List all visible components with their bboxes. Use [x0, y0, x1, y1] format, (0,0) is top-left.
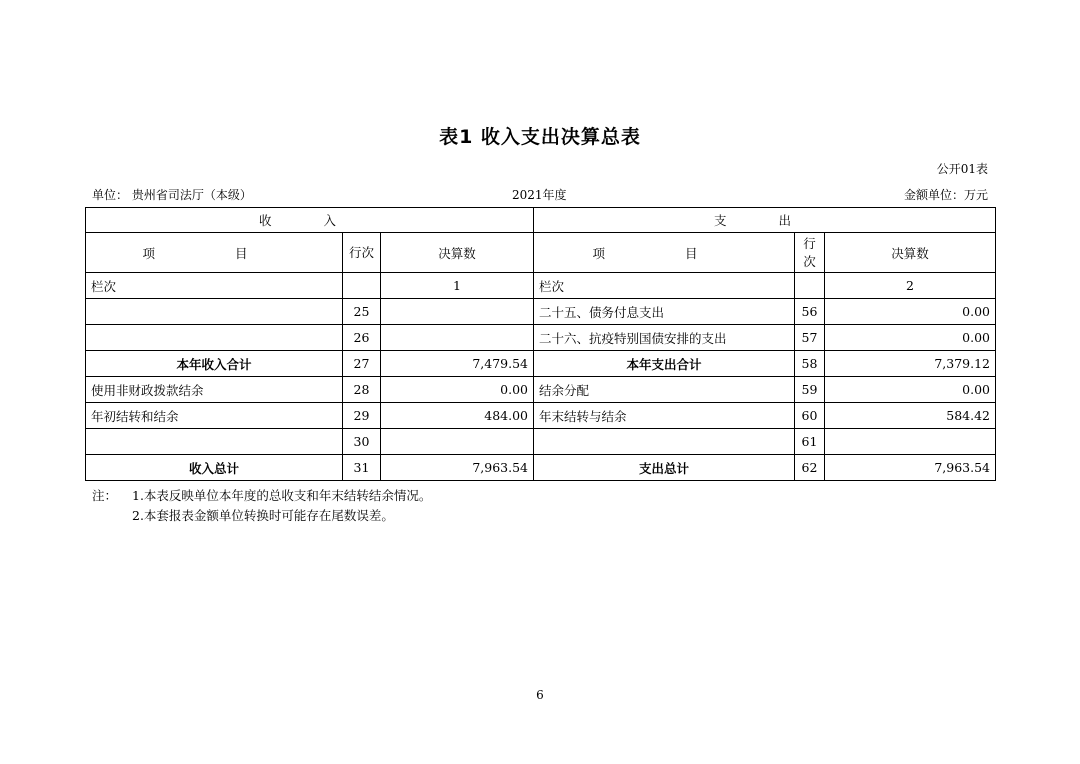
income-row-no: 27 [343, 351, 381, 377]
expense-item: 二十五、债务付息支出 [534, 299, 795, 325]
expense-amount: 0.00 [825, 325, 996, 351]
income-row-no: 26 [343, 325, 381, 351]
expense-section-header: 支 出 [534, 208, 996, 233]
income-item: 年初结转和结余 [86, 403, 343, 429]
table-notes [92, 486, 431, 526]
income-column-blank [343, 273, 381, 299]
expense-row-no-header: 行次 [795, 233, 825, 273]
expense-item: 二十六、抗疫特别国债安排的支出 [534, 325, 795, 351]
expense-row-no: 62 [795, 455, 825, 481]
expense-item [534, 429, 795, 455]
income-item: 使用非财政拨款结余 [86, 377, 343, 403]
expense-row-no: 59 [795, 377, 825, 403]
expense-amount: 584.42 [825, 403, 996, 429]
income-item: 收入总计 [86, 455, 343, 481]
table-row [86, 351, 996, 377]
income-section-header: 收 入 [86, 208, 534, 233]
expense-item: 支出总计 [534, 455, 795, 481]
expense-row-no: 58 [795, 351, 825, 377]
table-row [86, 455, 996, 481]
expense-amount: 7,379.12 [825, 351, 996, 377]
income-item [86, 299, 343, 325]
expense-column-blank [795, 273, 825, 299]
expense-amount: 0.00 [825, 377, 996, 403]
expense-row-no: 60 [795, 403, 825, 429]
column-header-row [86, 233, 996, 273]
currency-unit: 金额单位：万元 [903, 188, 988, 202]
expense-row-no: 56 [795, 299, 825, 325]
column-number-row [86, 273, 996, 299]
income-amount [381, 325, 534, 351]
expense-row-no: 57 [795, 325, 825, 351]
income-item: 本年收入合计 [86, 351, 343, 377]
income-amount: 7,479.54 [381, 351, 534, 377]
expense-item: 本年支出合计 [534, 351, 795, 377]
table-row [86, 325, 996, 351]
table-row [86, 429, 996, 455]
income-column-number: 1 [381, 273, 534, 299]
income-amount-header: 决算数 [381, 233, 534, 273]
expense-row-no: 61 [795, 429, 825, 455]
reporting-unit: 单位： 贵州省司法厅（本级） [92, 188, 252, 202]
income-item [86, 325, 343, 351]
notes-label: 注： [92, 488, 118, 503]
expense-item-header: 项 目 [534, 233, 795, 273]
expense-column-label: 栏次 [534, 273, 795, 299]
income-amount: 484.00 [381, 403, 534, 429]
fiscal-year: 2021年度 [512, 188, 567, 202]
income-amount [381, 429, 534, 455]
table-meta [92, 186, 988, 202]
note-item: 2.本套报表金额单位转换时可能存在尾数误差。 [132, 508, 394, 523]
expense-amount: 7,963.54 [825, 455, 996, 481]
income-expense-table [85, 207, 996, 481]
income-item [86, 429, 343, 455]
income-row-no: 31 [343, 455, 381, 481]
income-amount: 7,963.54 [381, 455, 534, 481]
income-amount [381, 299, 534, 325]
expense-amount: 0.00 [825, 299, 996, 325]
expense-column-number: 2 [825, 273, 996, 299]
expense-item: 结余分配 [534, 377, 795, 403]
page-title: 表1 收入支出决算总表 [439, 126, 641, 148]
income-row-no: 30 [343, 429, 381, 455]
income-row-no: 25 [343, 299, 381, 325]
expense-amount [825, 429, 996, 455]
form-number: 公开01表 [936, 162, 988, 176]
income-column-label: 栏次 [86, 273, 343, 299]
income-amount: 0.00 [381, 377, 534, 403]
income-row-no: 28 [343, 377, 381, 403]
expense-amount-header: 决算数 [825, 233, 996, 273]
income-row-no: 29 [343, 403, 381, 429]
section-header-row [86, 208, 996, 233]
note-item: 1.本表反映单位本年度的总收支和年末结转结余情况。 [132, 488, 432, 503]
page-number: 6 [536, 688, 544, 702]
income-row-no-header: 行次 [343, 233, 381, 273]
table-row [86, 403, 996, 429]
income-item-header: 项 目 [86, 233, 343, 273]
table-row [86, 377, 996, 403]
table-row [86, 299, 996, 325]
expense-item: 年末结转与结余 [534, 403, 795, 429]
